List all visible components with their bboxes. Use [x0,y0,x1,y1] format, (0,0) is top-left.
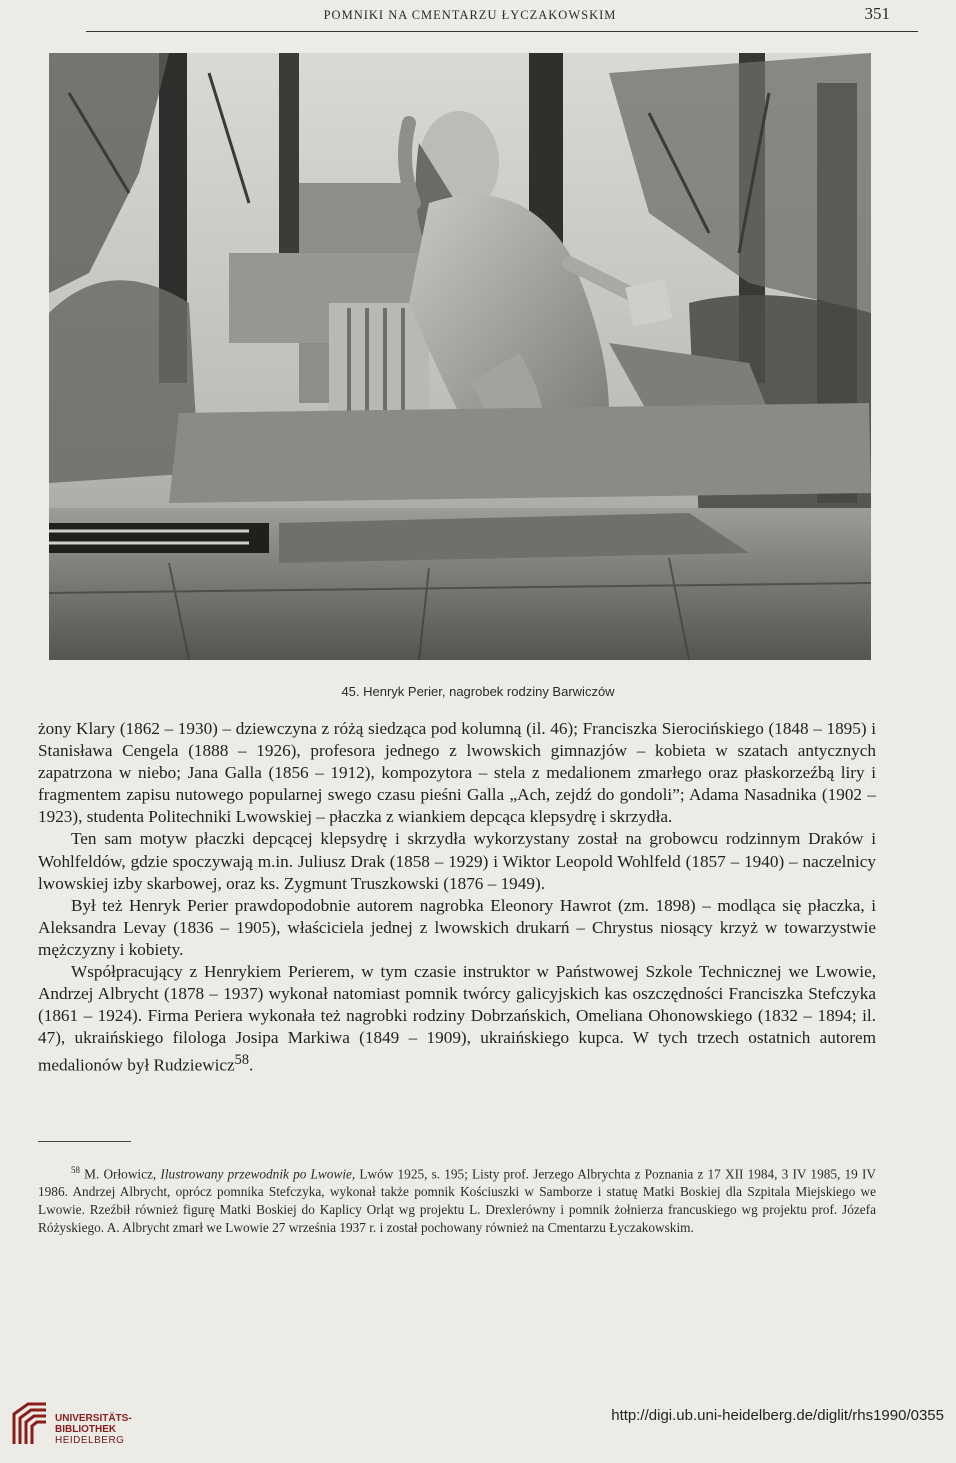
footnote-number: 58 [71,1165,80,1175]
footnote-title: Ilustrowany przewodnik po Lwowie, [160,1166,356,1182]
paragraph: Był też Henryk Perier prawdopodobnie autorem nagrobka Eleonory Hawrot (zm. 1898) – modląca się płaczka, i Aleksandra Levay (1836 – 1905), właściciela jednej z lwowskich drukarń – Chrystus niosący krzyż w towarzystwie mężczyzny i kobiety. [38,895,876,959]
footnotes [38,1161,876,1237]
library-name-line: BIBLIOTHEK [55,1424,117,1435]
page-number: 351 [864,4,890,23]
page-header [50,6,890,28]
footnote-text: Lwów 1925, s. 195; Listy prof. Jerzego Albrychta z Poznania z 17 XII 1984, 3 IV 1985, 19 IV 1986. Andrzej Albrycht, oprócz pomnika Stefczyka, wykonał także pomnik Kościuszki w Samborze i statuę Matki Boskiej dla Szpitala Miejskiego we Lwowie. Rzeźbił również figurę Matki Boskiej do Kaplicy Orląt wg projektu L. Drexlerówny i pomnik żołnierza francuskiego wg projektu prof. Józefa Różyskiego. A. Albrycht zmarł we Lwowie 27 września 1937 r. i został pochowany również na Cmentarzu Łyczakowskim. [38,1166,876,1236]
page-footer [0,1395,956,1463]
paragraph: Ten sam motyw płaczki depcącej klepsydrę i skrzydła wykorzystany został na grobowcu rodzinnym Draków i Wohlfeldów, gdzie spoczywają m.in. Juliusz Drak (1858 – 1929) i Wiktor Leopold Wohlfeld (1857 – 1940) – naczelnicy lwowskiej izby skarbowej, oraz ks. Zygmunt Truszkowski (1876 – 1949). [38,829,876,893]
running-title: POMNIKI NA CMENTARZU ŁYCZAKOWSKIM [323,8,617,22]
library-name-line: UNIVERSITÄTS- [55,1413,132,1424]
source-url[interactable]: http://digi.ub.uni-heidelberg.de/diglit/rhs1990/0355 [611,1407,944,1424]
figure-caption: 45. Henryk Perier, nagrobek rodziny Barwiczów [341,684,615,699]
header-rule [86,31,918,32]
footnote-rule [38,1141,131,1142]
photo-illustration [49,53,871,660]
university-library-logo [10,1400,50,1446]
monument-photograph [49,53,871,660]
footnote-author: M. Orłowicz, [84,1166,157,1182]
paragraph: żony Klary (1862 – 1930) – dziewczyna z różą siedząca pod kolumną (il. 46); Franciszka Sierocińskiego (1848 – 1895) i Stanisława Cengela (1888 – 1926), profesora jednego z lwowskich gimnazjów – kobieta w szatach antycznych zapatrzona w niebo; Jana Galla (1856 – 1912), kompozytora – stela z medalionem zmarłego oraz płaskorzeźbą liry i fragmentem zapisu nutowego popularnej swego czasu pieśni Galla „Ach, zejdź do gondoli”; Adama Nasadnika (1902 – 1923), studenta Politechniki Lwowskiej – płaczka z wiankiem depcąca klepsydrę i skrzydła. [38,719,876,827]
paragraph: Współpracujący z Henrykiem Perierem, w tym czasie instruktor w Państwowej Szkole Technicznej we Lwowie, Andrzej Albrycht (1878 – 1937) wykonał natomiast pomnik twórcy galicyjskich kas oszczędności Franciszka Stefczyka (1861 – 1924). Firma Periera wykonała też nagrobki rodziny Dobrzańskich, Omeliana Ohonowskiego (1832 – 1894; il. 47), ukraińskiego filologa Josipa Markiwa (1849 – 1909), ukraińskiego kupca. W tych trzech ostatnich autorem medalionów był Rudziewicz$^{58}$. [38,962,876,1076]
paragraph-text: Współpracujący z Henrykiem Perierem, w tym czasie instruktor w Państwowej Szkole Technicznej we Lwowie, Andrzej Albrycht (1878 – 1937) wykonał natomiast pomnik twórcy galicyjskich kas oszczędności Franciszka Stefczyka (1861 – 1924). Firma Periera wykonała też nagrobki rodziny Dobrzańskich, Omeliana Ohonowskiego (1832 – 1894; il. 47), ukraińskiego filologa Josipa Markiwa (1849 – 1909), ukraińskiego kupca. W tych trzech ostatnich autorem medalionów był Rudziewicz [38,962,876,1076]
footnote-reference: 58 [234,1052,249,1069]
library-name [55,1413,132,1446]
body-text [38,718,876,1077]
library-name-line: HEIDELBERG [55,1435,125,1446]
footnote [38,1161,876,1237]
